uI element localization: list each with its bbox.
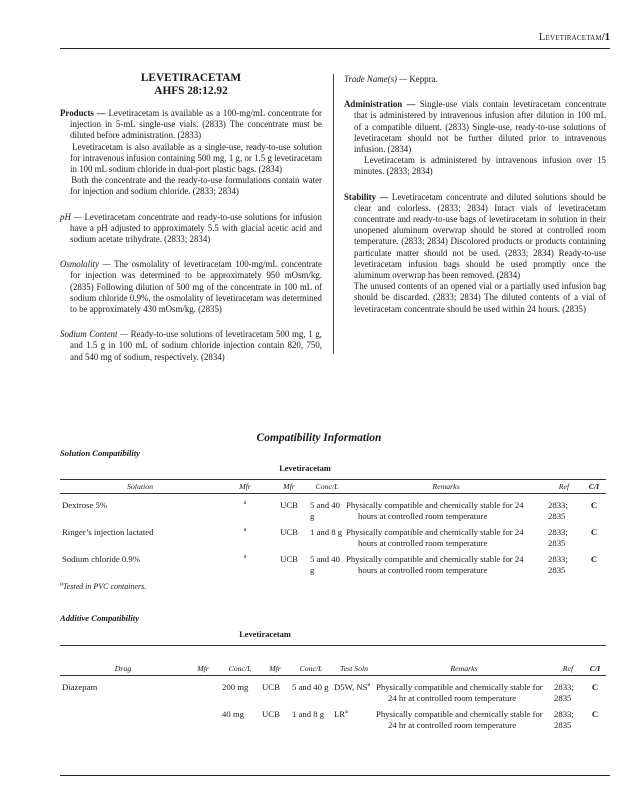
reference: 2833; 2835 (554, 682, 574, 703)
additive-compat-heading: Additive Compatibility (60, 613, 140, 623)
trade-name-label: Trade Name(s) — (344, 74, 408, 84)
drug-name: Diazepam (62, 682, 98, 692)
footnote-mark: a (243, 527, 247, 534)
drug-name (60, 707, 186, 734)
administration-paragraph-2: Levetiracetam is administered by intravenous infusion over 15 minutes. (2833; 2834) (354, 155, 606, 177)
sodium-content-paragraph: Sodium Content — Ready-to-use solutions of levetiracetam 500 mg, 1 g, and 1.5 g in 100 mL of sodium chloride injection contain 820, 750, and 540 mg of sodium, respectively. (2834) (60, 329, 323, 362)
test-solution: $LR^a$ (334, 709, 348, 719)
table-footnote: $^a$Tested in PVC containers. (60, 581, 147, 591)
table-row (60, 494, 606, 526)
ci-code: C (590, 554, 598, 564)
concentration: 5 and 40 g (310, 554, 340, 575)
ci-code: C (590, 527, 598, 537)
manufacturer: UCB (280, 500, 298, 510)
concentration: 1 and 8 g (310, 527, 343, 537)
col-test-soln: Test Soln (332, 646, 376, 676)
footnote-mark: a (367, 682, 371, 689)
ci-code: C (590, 500, 598, 510)
footnote-mark: a (60, 581, 63, 588)
monograph-title: LEVETIRACETAM (140, 72, 242, 84)
ph-paragraph: pH — Levetiracetam concentrate and ready-to-use solutions for infusion have a pH adjusted to approximately 5.5 with glacial acetic acid and sodium acetate trihydrate. (2833; 2834) (60, 211, 322, 245)
products-label: Products — (60, 108, 106, 118)
table-row (60, 552, 606, 579)
reference: 2833; 2835 (548, 500, 568, 521)
solution-table-header (60, 480, 606, 494)
ph-label: pH — (60, 211, 82, 222)
additive-compat-table (60, 645, 606, 734)
administration-label: Administration — (344, 99, 416, 110)
manufacturer (186, 707, 220, 734)
table-row (60, 525, 606, 552)
concentration: 200 mg (222, 682, 249, 692)
solution-compat-heading: Solution Compatibility (60, 448, 140, 458)
concentration: 5 and 40 g (310, 500, 340, 521)
col-ref: Ref (552, 646, 584, 676)
col-ref: Ref (546, 480, 582, 494)
additive-table-drug: Levetiracetam (239, 630, 291, 639)
table-row (60, 707, 606, 734)
running-header: Levetiracetam/1 (538, 32, 610, 43)
concentration: 1 and 8 g (292, 709, 325, 719)
ci-code: C (591, 709, 599, 719)
solution-name: Ringer’s injection lactated (62, 527, 154, 537)
footnote-mark: a (243, 500, 247, 507)
column-divider (333, 74, 334, 354)
footnote-mark: a (345, 709, 348, 716)
stability-label: Stability — (344, 191, 389, 202)
footnote-mark: a (243, 554, 247, 561)
col-conc: Conc/L (220, 646, 260, 676)
col-conc: Conc/L (308, 480, 346, 494)
col-mfr: Mfr (186, 646, 220, 676)
ci-code: C (591, 682, 599, 692)
col-mfr: Mfr (220, 480, 270, 494)
additive-table-header (60, 646, 606, 676)
right-column (344, 74, 606, 315)
sodium-content-label: Sodium Content — (60, 329, 128, 340)
col-ci: C/I (584, 646, 606, 676)
col-ci: C/I (582, 480, 606, 494)
stability-paragraph-2: The unused contents of an opened vial or a partially used infusion bag should be discarded. (2833; 2834) The diluted contents of a vial of levetiracetam concentrate should be used within 24 hours. (2835) (353, 281, 606, 314)
page-number: 1 (604, 32, 610, 43)
manufacturer: UCB (280, 527, 298, 537)
reference: 2833; 2835 (548, 554, 568, 575)
ahfs-class: AHFS 28:12.92 (154, 85, 228, 97)
col-remarks: Remarks (346, 480, 546, 494)
manufacturer (186, 676, 220, 708)
manufacturer: UCB (262, 682, 280, 692)
concentration: 5 and 40 g (292, 682, 329, 692)
col-mfr: Mfr (260, 646, 290, 676)
col-conc: Conc/L (290, 646, 332, 676)
header-drug-name: Levetiracetam (538, 32, 602, 43)
trade-name-paragraph: Trade Name(s) — Keppra. (344, 74, 438, 84)
compatibility-title: Compatibility Information (256, 432, 382, 444)
products-paragraph-2: Levetiracetam is also available as a single-use, ready-to-use solution for intravenous infusion containing 500 mg, 1 g, or 1.5 g levetiracetam in 100 mL sodium chloride in dual-port plastic bags. (2834) (70, 141, 322, 175)
reference: 2833; 2835 (548, 527, 568, 548)
col-solution: Solution (60, 480, 220, 494)
remarks: Physically compatible and chemically stable for 24 hr at controlled room temperature (376, 709, 543, 730)
osmolality-paragraph: Osmolality — The osmolality of levetiracetam 100-mg/mL concentrate for injection was determined to be approximately 950 mOsm/kg. (2835) Following dilution of 500 mg of the concentrate in 100 mL of sodium chloride 0.9%, the osmolality of levetiracetam was determined to be approximately 430 mOsm/kg. (2835) (60, 259, 322, 315)
manufacturer: UCB (262, 709, 280, 719)
table-row (60, 676, 606, 708)
remarks: Physically compatible and chemically stable for 24 hours at controlled room temperature (346, 527, 524, 548)
test-solution: D5W, $NS^a$ (334, 682, 371, 692)
bottom-rule (60, 775, 610, 776)
header-rule (60, 48, 610, 49)
reference: 2833; 2835 (554, 709, 574, 730)
solution-name: Sodium chloride 0.9% (62, 554, 140, 564)
manufacturer: UCB (280, 554, 298, 564)
solution-name: Dextrose 5% (62, 500, 108, 510)
col-drug: Drug (60, 646, 186, 676)
products-paragraph: Products — Levetiracetam is available as a 100-mg/mL concentrate for injection in 5-mL single-use vials. (2833) The concentrate must be diluted before administration. (2833) (60, 108, 323, 141)
stability-paragraph: Stability — Levetiracetam concentrate and diluted solutions should be clear and colorless. (2833; 2834) Intact vials of levetiracetam concentrate and ready-to-use bags of levetiracetam in solution in their unopened aluminum overwrap should be stored at controlled room temperature. (2833; 2834) Discolored products or products containing particulate matter should not be used. (2833; 2834) Ready-to-use levetiracetam infusion bags should be used promptly once the aluminum overwrap has been removed. (2834) (344, 191, 606, 281)
solution-compat-table (60, 479, 606, 579)
administration-paragraph: Administration — Single-use vials contain levetiracetam concentrate that is administered by intravenous infusion after dilution in 100 mL of a compatible diluent. (2833) Single-use, ready-to-use solutions of levetiracetam should not be further diluted prior to intravenous infusion. (2834) (344, 99, 607, 155)
col-mfr: Mfr (270, 480, 308, 494)
concentration: 40 mg (222, 709, 244, 719)
remarks: Physically compatible and chemically stable for 24 hr at controlled room temperature (376, 682, 543, 703)
products-paragraph-3: Both the concentrate and the ready-to-use formulations contain water for injection and sodium chloride. (2833; 2834) (70, 175, 322, 197)
osmolality-label: Osmolality — (60, 259, 111, 270)
left-column (60, 72, 322, 363)
solution-table-drug: Levetiracetam (279, 464, 331, 473)
col-remarks: Remarks (376, 646, 552, 676)
remarks: Physically compatible and chemically stable for 24 hours at controlled room temperature (346, 500, 524, 521)
remarks: Physically compatible and chemically stable for 24 hours at controlled room temperature (346, 554, 524, 575)
